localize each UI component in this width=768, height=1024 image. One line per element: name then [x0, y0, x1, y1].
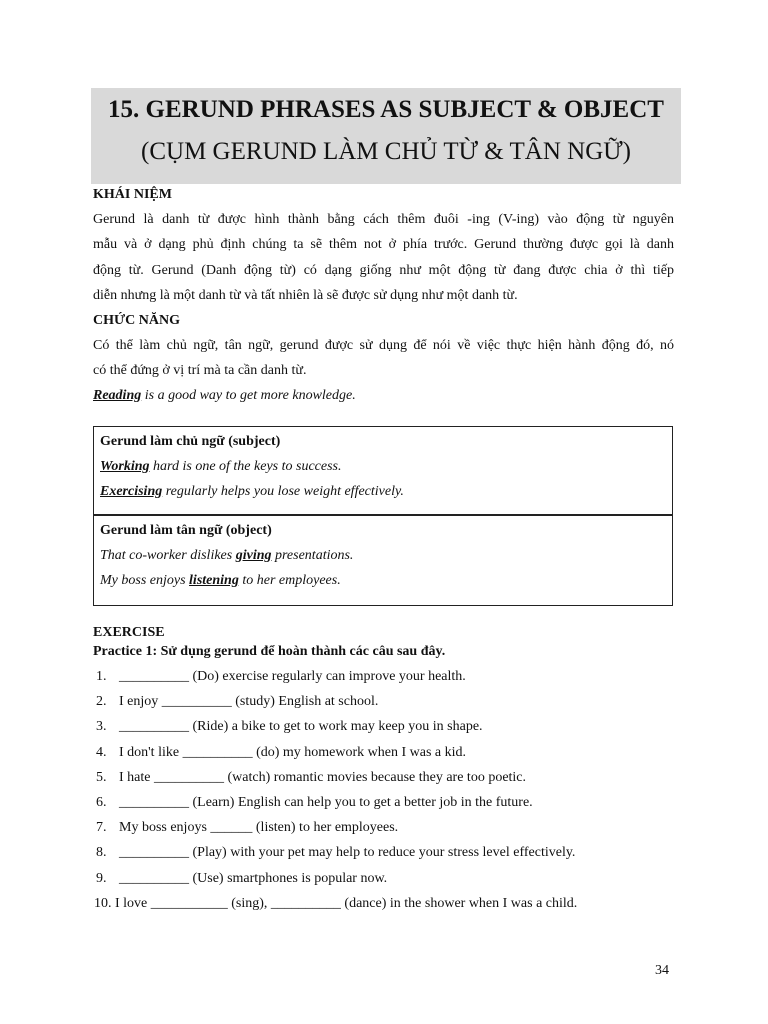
example-pre: My boss enjoys	[100, 573, 190, 588]
example-rest: is a good way to get more knowledge.	[141, 388, 356, 403]
example-gerund: Reading	[93, 388, 142, 403]
concept-paragraph	[93, 207, 674, 308]
item-text: I love ___________ (sing), __________ (dance) in the shower when I was a child.	[115, 895, 578, 911]
example-rest: hard is one of the keys to success.	[149, 459, 342, 474]
object-box	[93, 514, 673, 606]
practice-instruction: Practice 1: Sử dụng gerund để hoàn thành các câu sau đây.	[93, 644, 446, 659]
item-number: 6.	[96, 794, 107, 810]
exercise-heading: EXERCISE	[93, 625, 165, 640]
example-gerund: listening	[189, 573, 239, 588]
item-number: 3.	[96, 719, 107, 735]
function-line: Có thể làm chủ ngữ, tân ngữ, gerund được sử dụng để nói về việc thực hiện hành động đó, nó	[93, 338, 674, 353]
item-text: __________ (Use) smartphones is popular now.	[119, 870, 388, 886]
item-text: My boss enjoys ______ (listen) to her employees.	[119, 820, 399, 836]
subject-box-heading: Gerund làm chủ ngữ (subject)	[100, 434, 281, 449]
item-number: 5.	[96, 769, 107, 785]
item-number: 1.	[96, 669, 107, 684]
object-box-heading: Gerund làm tân ngữ (object)	[100, 523, 272, 538]
object-example-1	[100, 547, 353, 565]
example-rest: presentations.	[271, 548, 354, 563]
example-rest: to her employees.	[238, 573, 341, 588]
item-text: __________ (Learn) English can help you to get a better job in the future.	[119, 794, 533, 810]
item-number: 8.	[96, 845, 107, 861]
concept-line: động từ. Gerund (Danh động từ) có dạng giống như một động từ đang được chia ở thì tiếp	[93, 262, 674, 278]
function-line: có thể đứng ở vị trí mà ta cần danh từ.	[93, 363, 307, 379]
example-rest: regularly helps you lose weight effectively.	[162, 484, 404, 499]
item-number: 7.	[96, 820, 107, 836]
item-number: 2.	[96, 694, 107, 710]
item-number: 10.	[94, 895, 112, 911]
function-heading: CHỨC NĂNG	[93, 313, 180, 328]
item-number: 9.	[96, 870, 107, 886]
concept-heading: KHÁI NIỆM	[93, 187, 172, 202]
item-text: __________ (Play) with your pet may help to reduce your stress level effectively.	[119, 845, 576, 861]
item-text: __________ (Do) exercise regularly can improve your health.	[119, 669, 466, 684]
chapter-title: 15. GERUND PHRASES AS SUBJECT & OBJECT	[108, 96, 664, 123]
subject-box	[93, 426, 673, 516]
item-text: I enjoy __________ (study) English at school.	[119, 694, 379, 710]
function-paragraph	[93, 333, 674, 384]
subject-example-2	[100, 483, 404, 501]
subject-example-1	[100, 458, 342, 476]
chapter-subtitle: (CỤM GERUND LÀM CHỦ TỪ & TÂN NGỮ)	[141, 138, 631, 165]
item-text: I don't like __________ (do) my homework when I was a kid.	[119, 744, 467, 760]
example-gerund: Working	[100, 459, 150, 474]
example-gerund: Exercising	[100, 484, 163, 499]
example-pre: That co-worker dislikes	[100, 548, 236, 563]
concept-line: Gerund là danh từ được hình thành bằng cách thêm đuôi -ing (V-ing) vào động từ nguyên	[93, 212, 674, 227]
concept-line: mẫu và ở dạng phủ định chúng ta sẽ thêm not ở phía trước. Gerund thường được gọi là danh	[93, 237, 674, 253]
item-text: __________ (Ride) a bike to get to work may keep you in shape.	[119, 719, 483, 735]
concept-line: diễn nhưng là một danh từ và tất nhiên là sẽ được sử dụng như một danh từ.	[93, 287, 518, 303]
chapter-title-box	[91, 88, 681, 184]
object-example-2	[100, 572, 341, 590]
item-text: I hate __________ (watch) romantic movies because they are too poetic.	[119, 769, 527, 785]
item-number: 4.	[96, 744, 107, 760]
example-gerund: giving	[235, 548, 272, 563]
page-number: 34	[655, 963, 669, 978]
function-example	[93, 387, 356, 405]
